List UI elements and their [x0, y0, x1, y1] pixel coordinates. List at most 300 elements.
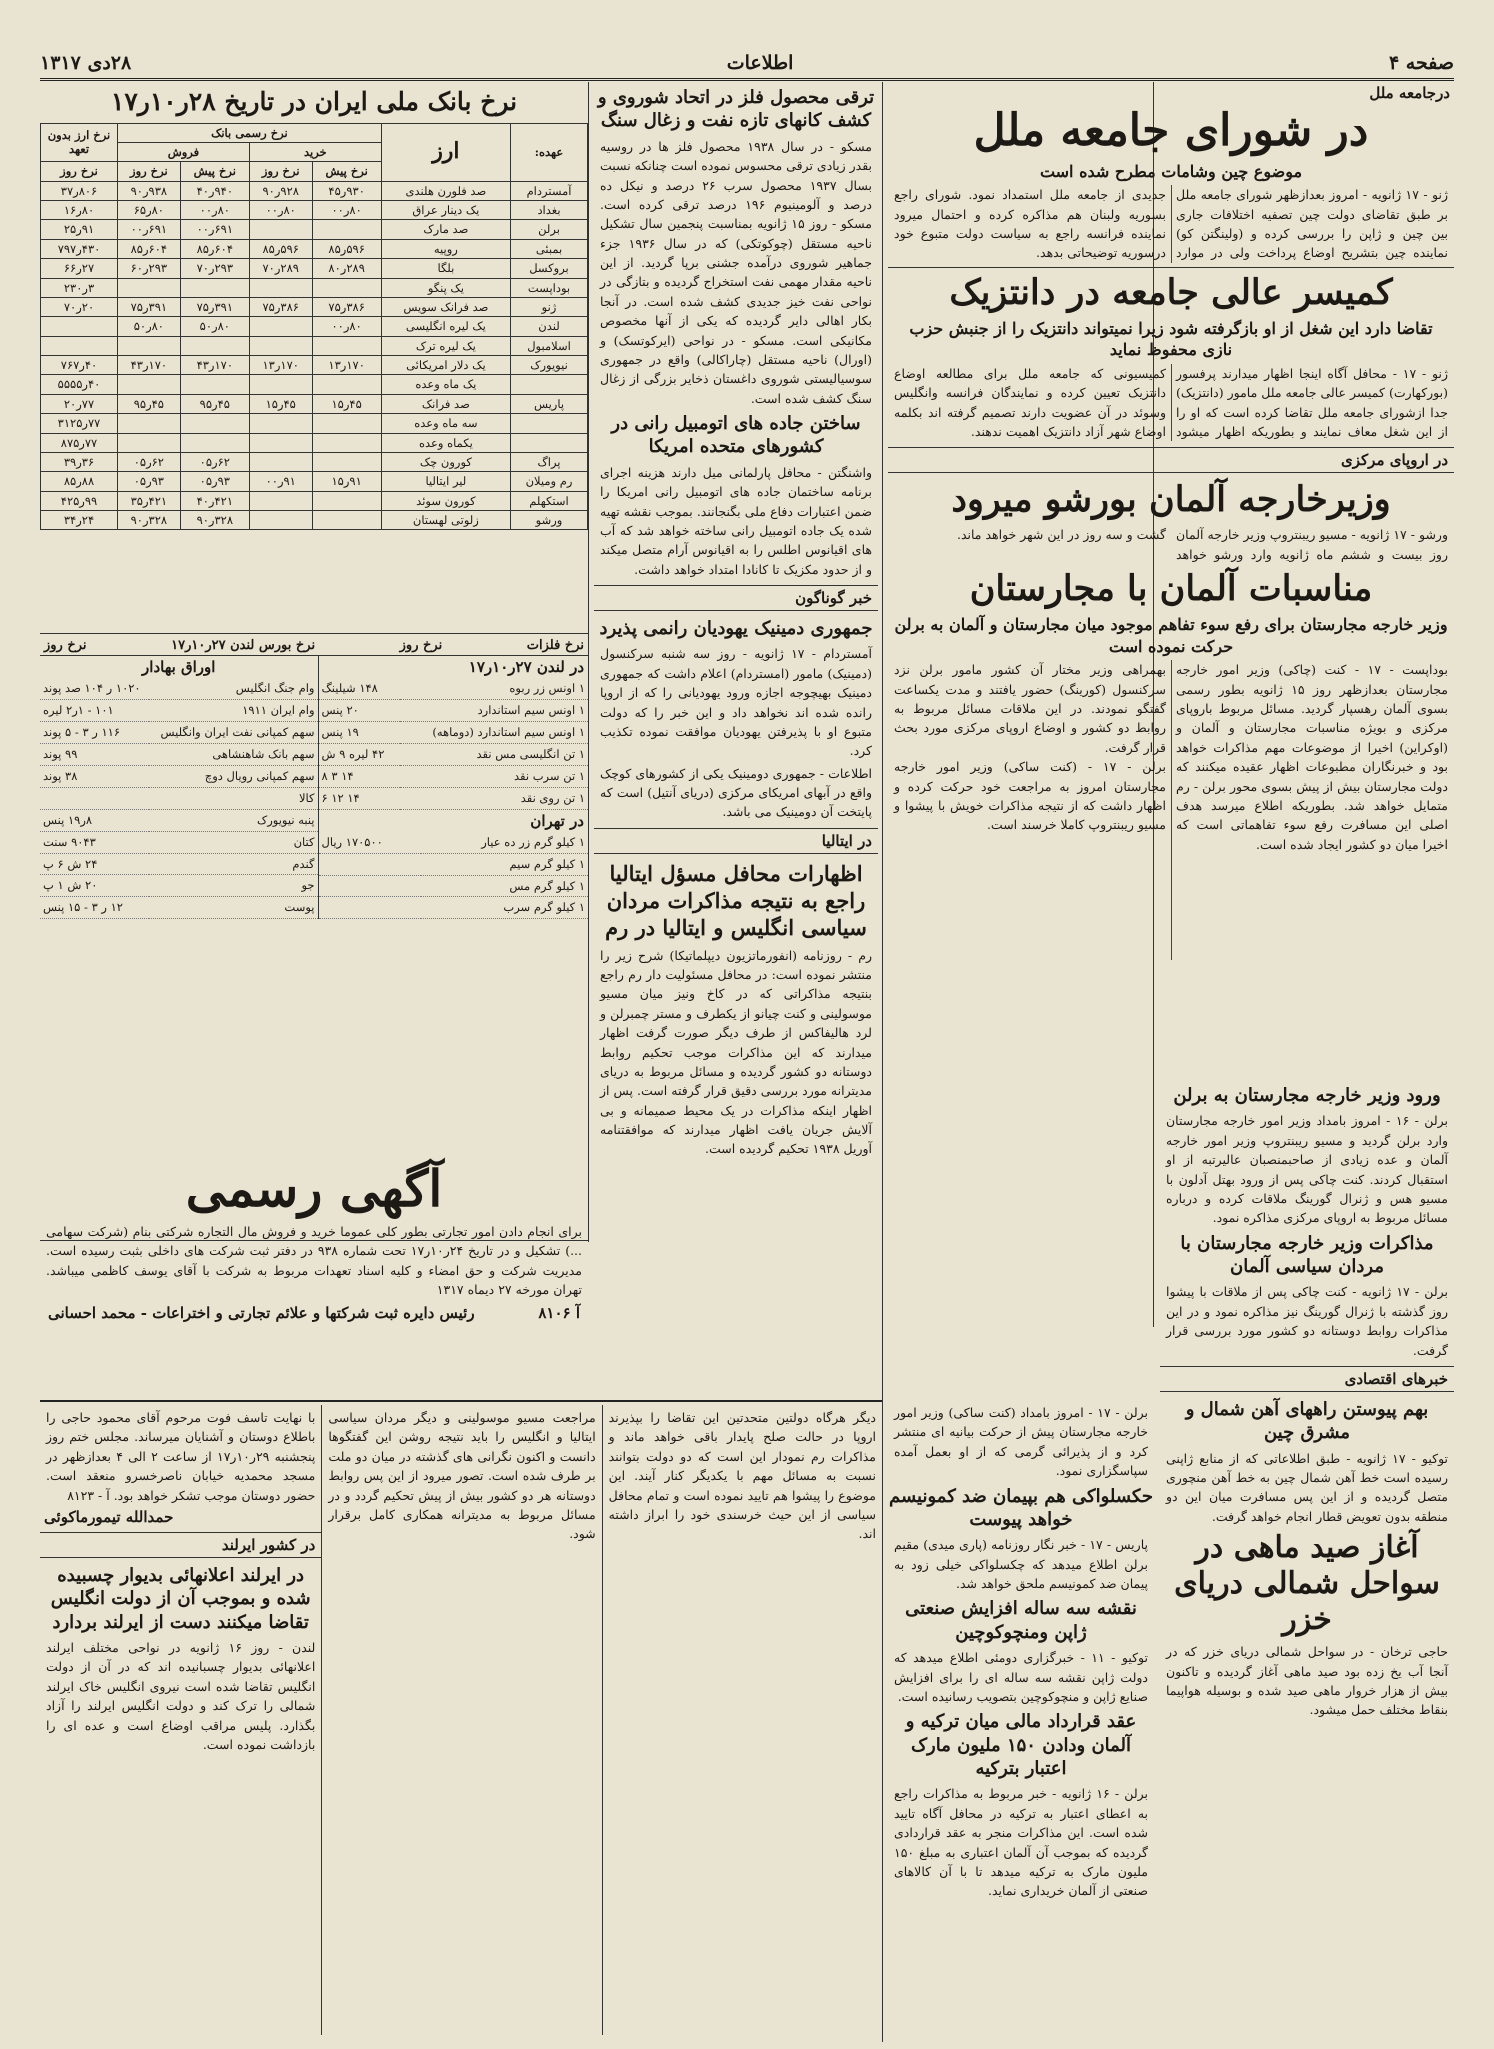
metal-row	[319, 787, 589, 809]
rate-cell-free: ۷۷ر۲۰	[41, 394, 118, 413]
page-label: صفحه ۴	[1388, 52, 1454, 74]
rate-cell-city: بغداد	[511, 201, 588, 220]
sell-term-header: نرخ روز	[118, 162, 181, 181]
column-rule	[588, 82, 589, 1242]
rate-cell-currency: یک لیره ترک	[381, 336, 510, 355]
league-kicker: درجامعه ملل	[1369, 84, 1450, 102]
rate-cell-currency: روپیه	[381, 239, 510, 258]
rate-cell-sell-cash: ۶۲ر۰۵	[180, 452, 249, 471]
obituary-body: با نهایت تاسف فوت مرحوم آقای محمود حاجی را باطلاع دوستان و آشنایان میرساند. مجلس ختم روز پنجشنبه ۲۹ر۱۰ر۱۷ از ساعت ۲ الی ۴ بعدازظهر در مسجد محمدیه خیابان ناصرخسرو منعقد است. حضور دوستان موجب تشکر خواهد بود. آ - ۸۱۲۳	[46, 1410, 316, 1503]
rate-cell-sell-term: ۶۰۴ر۸۵	[118, 239, 181, 258]
rate-cell-city	[511, 433, 588, 452]
fishing-headline: آغاز صید ماهی در سواحل شمالی دریای خزر	[1174, 1530, 1440, 1638]
security-row	[40, 699, 318, 721]
rate-row	[41, 259, 588, 278]
tehran-metal-rate	[319, 875, 421, 897]
rate-cell-city: لندن	[511, 317, 588, 336]
rate-row	[41, 511, 588, 530]
talks-body: برلن - ۱۷ ژانویه - کنت چاکی پس از ملاقات با پیشوا روز گذشته با ژنرال گورینگ نیز مذاکره نمود و در این مذاکرات روابط دوستانه دو کشور مورد بررسی قرار گرفت.	[1166, 1284, 1449, 1358]
bottom-left-block	[40, 1405, 882, 2035]
visit-body: برلن - ۱۶ - امروز بامداد وزیر امور خارجه مجارستان وارد برلن گردید و مسیو ریبنتروپ وزیر امور خارجه آلمان و عده زیادی از صاحبمنصبان عالیرتبه از او استقبال کردند. کنت چاکی پس از ورود بهتل آدلون با مسیو هس و ژنرال گورینگ ملاقات کرده و درباره مسائل مربوط به اروپای مرکزی مذاکره نمود.	[1166, 1113, 1449, 1226]
rate-row	[41, 181, 588, 200]
rate-cell-currency: یک دینار عراق	[381, 201, 510, 220]
rate-cell-buy-term	[249, 317, 312, 336]
security-rate: ۳۸ پوند	[40, 765, 149, 787]
rate-cell-city: پراگ	[511, 452, 588, 471]
rate-cell-city: استکهلم	[511, 491, 588, 510]
rate-cell-sell-term	[118, 336, 181, 355]
metal-item: ۱ تن انگلیسی مس نقد	[400, 743, 588, 765]
security-rate: ۲۴ ش ۶ پ	[40, 853, 149, 875]
security-rate: ۲۰ ش ۱ پ	[40, 875, 149, 897]
rate-cell-buy-cash	[312, 491, 381, 510]
tehran-table	[319, 832, 589, 920]
turkey-headline: عقد قرارداد مالی میان ترکیه و آلمان ودادن ۱۵۰ ملیون مارک اعتبار بترکیه	[905, 1711, 1137, 1780]
rate-cell-free: ۸۸ر۸۵	[41, 472, 118, 491]
turkey-body: برلن - ۱۶ ژانویه - خبر مربوط به مذاکرات راجع به اعطای اعتبار به ترکیه در محافل آگاه تایید شده است. این مذاکرات منجر به عقد قراردادی گردیده که بموجب آن آلمان اعتباری به مبلغ ۱۵۰ ملیون مارک به ترکیه میدهد تا با آن کالاهای صنعتی از آلمان خریداری نماید.	[894, 1786, 1149, 1899]
rate-cell-buy-term: ۴۵ر۱۵	[249, 394, 312, 413]
rate-cell-sell-term: ۴۵ر۹۵	[118, 394, 181, 413]
rate-cell-buy-cash	[312, 414, 381, 433]
rate-cell-sell-cash	[180, 414, 249, 433]
middle-column	[594, 82, 878, 1402]
free-term-header: نرخ روز	[41, 162, 118, 181]
rate-cell-sell-term: ۴۲۱ر۳۵	[118, 491, 181, 510]
rate-cell-sell-term: ۸۰ر۵۰	[118, 317, 181, 336]
metal-rate: ۱۴ ۱۲ ۶	[319, 787, 401, 809]
rate-cell-city: ژنو	[511, 297, 588, 316]
metal-row	[319, 765, 589, 787]
rate-cell-sell-cash: ۴۲۱ر۴۰	[180, 491, 249, 510]
economic-section-label: خبرهای اقتصادی	[1160, 1366, 1454, 1392]
metal-item: ۱ اونس زر ربوه	[400, 678, 588, 699]
italy-cont-a: دیگر هرگاه دولتین متحدتین این تقاضا را بپذیرند اروپا در حالت صلح پایدار باقی خواهد ماند و مذاکرات رم نمودار این است که دو دولت بتوانند نسبت به مسائل مهم با یکدیگر کنار آیند. این موضوع را پیشوا هم تایید نموده است و تمام محافل سیاسی از این حیث خرسندی خود را ابراز داشته اند.	[608, 1410, 876, 1542]
metal-row	[319, 678, 589, 699]
rate-cell-sell-term: ۹۳ر۰۵	[118, 472, 181, 491]
rate-cell-sell-cash: ۶۰۴ر۸۵	[180, 239, 249, 258]
rates-table	[40, 123, 588, 531]
security-rate	[40, 787, 149, 809]
rate-cell-city: برلن	[511, 220, 588, 239]
security-item: وام جنگ انگلیس	[149, 678, 317, 699]
metal-rate: ۱۴۸ شیلینگ	[319, 678, 401, 699]
rates-headline: نرخ بانک ملی ایران در تاریخ ۲۸ر۱۰ر۱۷	[110, 87, 518, 116]
security-row	[40, 897, 318, 919]
rate-cell-sell-cash: ۸۰ر۵۰	[180, 317, 249, 336]
column-rule	[882, 82, 883, 2042]
sell-cash-header: نرخ پیش	[180, 162, 249, 181]
security-row	[40, 809, 318, 831]
rate-cell-city: رم ومیلان	[511, 472, 588, 491]
ad-footer	[48, 1304, 580, 1322]
security-item: پنبه نیویورک	[149, 809, 317, 831]
tehran-metal-item: ۱ کیلو گرم مس	[421, 875, 588, 897]
europe-section-label: در اروپای مرکزی	[888, 447, 1454, 473]
rate-cell-currency: یک دلار امریکائی	[381, 356, 510, 375]
free-rate-header: نرخ ارز بدون تعهد	[41, 123, 118, 162]
rate-cell-buy-cash	[312, 452, 381, 471]
metal-row	[319, 721, 589, 743]
security-rate: ۹۹ پوند	[40, 743, 149, 765]
rate-cell-free: ۲۰ر۷۰	[41, 297, 118, 316]
dominican-body: آمستردام - ۱۷ ژانویه - روز سه شنبه سرکنسول (دمینیک) مامور (امستردام) اعلام داشت که جمهوری دمینیک بهیچوجه اجازه ورود یهودیانی را که از اروپا رانده شده اند نخواهد داد و این خبر را که دولت متبوع او با پذیرفتن یهودیان موافقت نموده تکذیب کرد.	[600, 646, 873, 759]
rate-cell-buy-cash: ۵۹۶ر۸۵	[312, 239, 381, 258]
ireland-section-label: در کشور ایرلند	[40, 1532, 321, 1558]
metal-item: ۱ تن سرب نقد	[400, 765, 588, 787]
league-headline: در شورای جامعه ملل	[973, 105, 1369, 156]
rate-cell-buy-cash	[312, 375, 381, 394]
rate-cell-currency: صد فرانک	[381, 394, 510, 413]
dominican-headline: جمهوری دمینیک یهودیان رانمی پذیرد	[599, 618, 873, 640]
rate-cell-sell-term	[118, 414, 181, 433]
ad-signature: رئیس دایره ثبت شرکتها و علائم تجارتی و اختراعات - محمد احسانی	[48, 1303, 475, 1322]
rate-cell-free: ۲۴ر۳۴	[41, 511, 118, 530]
rate-cell-buy-cash: ۸۰ر۰۰	[312, 317, 381, 336]
railway-body: توکیو - ۱۷ ژانویه - طبق اطلاعاتی که از منابع ژاپنی رسیده است خط آهن شمال چین به خط آهن منچوری متصل گردیده و از این پس مسافرت میان این دو منطقه بدون تعویض قطار انجام خواهد گرفت.	[1166, 1450, 1449, 1524]
rate-cell-buy-term	[249, 511, 312, 530]
section-rule	[40, 633, 588, 634]
securities-headline: اوراق بهادار	[142, 658, 216, 676]
metal-row	[319, 699, 589, 721]
metal-headline: ترقی محصول فلز در اتحاد شوروی و کشف کانهای تازه نفت و زغال سنگ	[597, 87, 875, 132]
rate-cell-currency: یک لیره انگلیسی	[381, 317, 510, 336]
rate-cell-sell-term: ۸۰ر۶۵	[118, 201, 181, 220]
rate-cell-buy-term	[249, 414, 312, 433]
buy-term-header: نرخ روز	[249, 162, 312, 181]
tehran-metal-item: ۱ کیلو گرم سیم	[421, 853, 588, 875]
hungary4-body: برلن - ۱۷ - امروز بامداد (کنت ساکی) وزیر امور خارجه مجارستان پیش از حرکت بیانیه ای منتشر کرد و از پذیرائی گرمی که از او بعمل آمده سپاسگزاری نمود.	[894, 1405, 1148, 1479]
rate-cell-city: بوداپست	[511, 278, 588, 297]
security-item: گندم	[149, 853, 317, 875]
rate-cell-buy-cash	[312, 433, 381, 452]
rate-cell-free: ۷۷ر۳۱۲۵	[41, 414, 118, 433]
rate-row	[41, 278, 588, 297]
ettelaat-note: اطلاعات - جمهوری دومینیک یکی از کشورهای کوچک واقع در آبهای امریکای مرکزی (دریای آنتیل) است که پایتخت آن دومینیک می باشد.	[600, 765, 872, 820]
security-item: پوست	[149, 897, 317, 919]
metals-header-row	[40, 636, 588, 656]
rate-cell-sell-cash: ۳۲۸ر۹۰	[180, 511, 249, 530]
rate-cell-currency: یکماه وعده	[381, 433, 510, 452]
ribbentrop-body: ورشو - ۱۷ ژانویه - مسیو ریبنتروپ وزیر خارجه آلمان روز بیست و ششم ماه ژانویه وارد ورشو خواهد گشت و سه روز در این شهر خواهد ماند.	[956, 527, 1448, 562]
rate-cell-sell-term: ۹۳۸ر۹۰	[118, 181, 181, 200]
rate-cell-buy-term: ۱۷۰ر۱۳	[249, 356, 312, 375]
rate-cell-currency: کورون چک	[381, 452, 510, 471]
security-item: کالا	[149, 787, 317, 809]
rate-cell-free: ۳ر۲۳۰	[41, 278, 118, 297]
metal-rate: ۱۴ ۳ ۸	[319, 765, 401, 787]
japan-headline: نقشه سه ساله افزایش صنعتی ژاپن ومنچوکوچین	[905, 1598, 1137, 1643]
rate-cell-buy-cash	[312, 220, 381, 239]
rate-cell-city: نیویورک	[511, 356, 588, 375]
rate-cell-buy-term	[249, 278, 312, 297]
tehran-metal-row	[319, 853, 589, 875]
rate-cell-free: ۹۹ر۴۲۵	[41, 491, 118, 510]
ribbentrop-headline: وزیرخارجه آلمان بورشو میرود	[951, 479, 1391, 521]
rate-cell-sell-term: ۶۲ر۰۵	[118, 452, 181, 471]
security-rate: ۱۱۶ ر ۳ - ۵ پوند	[40, 721, 149, 743]
security-row	[40, 721, 318, 743]
rate-cell-sell-term: ۲۹۳ر۶۰	[118, 259, 181, 278]
rate-cell-sell-term: ۱۷۰ر۴۳	[118, 356, 181, 375]
security-rate: ۸ر۱۹ پنس	[40, 809, 149, 831]
danzig-body: ژنو - ۱۷ - محافل آگاه اینجا اظهار میدارند پرفسور (بورکهارت) کمیسر عالی جامعه ملل مامور (دانتزیک) جدا ازشورای جامعه ملل تقاضا کرده است که او را از این شغل معاف نمایند و بطوریکه اظهار میشود کمیسیونی که جامعه ملل برای مطالعه اوضاع دانتزیک تعیین کرده و نمایندگان فرانسه وانگلیس وسوئد در آن عضویت دارند تصمیم گرفته اند بکلمه اوضاع شهر آزاد دانتزیک اهمیت ندهند.	[894, 365, 1448, 439]
fishing-body: حاجی ترخان - در سواحل شمالی دریای خزر که در آنجا آب یخ زده بود صید ماهی آغاز گردیده و تاکنون بیش از هزار خروار ماهی صید شده و بوسیله هواپیما بنقاط مختلف حمل میشود.	[1166, 1644, 1448, 1718]
rate-cell-buy-term: ۲۸۹ر۷۰	[249, 259, 312, 278]
official-rate-header: نرخ رسمی بانک	[118, 123, 382, 142]
rate-cell-currency: سه ماه وعده	[381, 414, 510, 433]
security-row	[40, 678, 318, 699]
rate-cell-sell-term: ۶۹۱ر۰۰	[118, 220, 181, 239]
rate-cell-sell-term	[118, 278, 181, 297]
league-body: ژنو - ۱۷ ژانویه - امروز بعدازظهر شورای جامعه ملل بر طبق تقاضای دولت چین تصفیه اختلافات جاری بین چین و ژاپن را بررسی کرده و (ولینگتن کو) نماینده چین بتشریح اوضاع پرداخت ولی در موارد جدیدی از جامعه ملل استمداد نمود. شورای راجع بسوریه ولبنان هم مذاکره کرده و احتمال میرود نماینده فرانسه راجع به سیاست دولت متبوع خود درسوریه توضیحاتی بدهد.	[894, 187, 1448, 261]
rate-cell-sell-term	[118, 375, 181, 394]
rate-row	[41, 239, 588, 258]
rate-row	[41, 297, 588, 316]
rate-row	[41, 433, 588, 452]
metal-rate: ۲۰ پنس	[319, 699, 401, 721]
danzig-headline: کمیسر عالی جامعه در دانتزیک	[949, 271, 1393, 313]
misc-section-label: خبر گوناگون	[594, 585, 878, 611]
ad-number: آ ۸۱۰۶	[538, 1303, 580, 1322]
rate-cell-currency: صد فلورن هلندی	[381, 181, 510, 200]
metal-item: ۱ تن روی نقد	[400, 787, 588, 809]
rate-row	[41, 356, 588, 375]
rate-cell-sell-cash: ۲۹۳ر۷۰	[180, 259, 249, 278]
ahd-header: عهده:	[511, 123, 588, 181]
tehran-label: در تهران	[530, 811, 584, 830]
rate-cell-buy-cash: ۱۷۰ر۱۳	[312, 356, 381, 375]
metals-column	[40, 636, 588, 1236]
metal-row	[319, 743, 589, 765]
rate-cell-buy-term: ۹۱ر۰۰	[249, 472, 312, 491]
rate-row	[41, 452, 588, 471]
hungary-body	[894, 660, 1448, 960]
rate-row	[41, 394, 588, 413]
rate-cell-free	[41, 317, 118, 336]
security-row	[40, 765, 318, 787]
rate-cell-currency: کورون سوئد	[381, 491, 510, 510]
visit-headline: ورود وزیر خارجه مجارستان به برلن	[1173, 1085, 1441, 1106]
rates-column	[40, 82, 588, 632]
hungary-body-a: بوداپست - ۱۷ - کنت (چاکی) وزیر امور خارجه مجارستان بعدازظهر روز ۱۵ ژانویه بطور رسمی بسوی آلمان رهسپار گردید. مسائل مربوط باروپای مرکزی و بویژه مناسبات مجارستان و آلمان و (اوکراین) اخیرا از موضوعات مهم مذاکرات خواهد بود و خبرنگاران مطبوعات اظهار عقیده میکنند که دولت مجارستان بیش از پیش بسوی محور برلن - رم متمایل خواهد شد. بطوریکه اطلاع میرسد هدف اصلی این مسافرت رفع سوء تفاهماتی است که اخیرا میان دو کشور ایجاد شده است.	[1176, 662, 1448, 852]
rate-cell-buy-cash	[312, 336, 381, 355]
danzig-subhead: تقاضا دارد این شغل از او بازگرفته شود زیرا نمیتواند دانتزیک را از جنبش حزب نازی محفوظ نماید	[909, 318, 1433, 360]
rate-cell-buy-cash: ۹۳۰ر۴۵	[312, 181, 381, 200]
rate-cell-sell-cash: ۸۰ر۰۰	[180, 201, 249, 220]
rate-cell-buy-term	[249, 433, 312, 452]
security-row	[40, 743, 318, 765]
italy-headline: اظهارات محافل مسؤل ایتالیا راجع به نتیجه مذاکرات مردان سیاسی انگلیس و ایتالیا در رم	[605, 860, 867, 941]
rate-cell-free: ۴۰ر۷۶۷	[41, 356, 118, 375]
rate-cell-sell-cash: ۱۷۰ر۴۳	[180, 356, 249, 375]
rate-cell-free: ۳۶ر۳۹	[41, 452, 118, 471]
rate-cell-buy-cash: ۹۱ر۱۵	[312, 472, 381, 491]
security-row	[40, 875, 318, 897]
rate-cell-sell-cash	[180, 336, 249, 355]
italy-section-label: در ایتالیا	[594, 828, 878, 854]
hungary-body-b: بهمراهی وزیر مختار آن کشور مامور برلن نزد سرکنسول (کورینگ) حضور یافتند و مدت یکساعت گفتگو نمودند. در این ملاقات مسائل مربوط به روابط دو کشور و اوضاع اروپای مرکزی مورد بحث قرار گرفت.	[894, 662, 1166, 755]
ad-headline: آگهی رسمی	[185, 1159, 443, 1218]
rate-row	[41, 317, 588, 336]
rate-cell-city: پاریس	[511, 394, 588, 413]
rate-cell-buy-cash: ۸۰ر۰۰	[312, 201, 381, 220]
rate-cell-buy-term	[249, 336, 312, 355]
rate-row	[41, 375, 588, 394]
metal-item: ۱ اونس سیم استاندارد	[400, 699, 588, 721]
tehran-metal-rate	[319, 897, 421, 919]
security-item: سهم کمپانی رویال دوچ	[149, 765, 317, 787]
metals-header: نرخ فلزات	[526, 638, 584, 653]
czech-body: پاریس - ۱۷ - خبر نگار روزنامه (پاری میدی) مقیم برلن اطلاع میدهد که چکسلواکی خیلی زود به پیمان ضد کمونیسم ملحق خواهد شد.	[894, 1537, 1148, 1592]
rate-cell-city: بمبئی	[511, 239, 588, 258]
rate-row	[41, 201, 588, 220]
hungary-headline: مناسبات آلمان با مجارستان	[969, 568, 1373, 610]
buy-header: خرید	[249, 142, 381, 161]
tehran-metal-item: ۱ کیلو گرم زر ده عیار	[421, 832, 588, 853]
security-rate: ۱۰۲۰ ر ۱۰۴ صد پوند	[40, 678, 149, 699]
right-lower-column	[1160, 1080, 1454, 2040]
metals-table	[319, 678, 589, 810]
tehran-metal-row	[319, 897, 589, 919]
rate-cell-free	[41, 336, 118, 355]
japan-body: توکیو - ۱۱ - خبرگزاری دومئی اطلاع میدهد که دولت ژاپن نقشه سه ساله ای را برای افزایش صنایع ژاپن و منچوکوچین بتصویب رسانیده است.	[894, 1650, 1148, 1704]
tehran-metal-row	[319, 832, 589, 853]
rate-cell-buy-cash: ۴۵ر۱۵	[312, 394, 381, 413]
rate-cell-sell-cash: ۹۳ر۰۵	[180, 472, 249, 491]
security-item: وام ایران ۱۹۱۱	[149, 699, 317, 721]
rate-cell-buy-cash	[312, 511, 381, 530]
rate-cell-city: اسلامبول	[511, 336, 588, 355]
italy-cont-b: مراجعت مسیو موسولینی و دیگر مردان سیاسی ایتالیا و انگلیس را باید نتیجه روشن این گفتگوها دانست و اکنون نگرانی های گذشته در میان دو ملت بر طرف شده است. تصور میرود از این پس روابط دوستانه هر دو کشور بیش از پیش تحکیم گردد و در مسائل مربوط به مدیترانه همکاری کامل برقرار شود.	[328, 1410, 596, 1542]
rate-cell-currency: یک ماه وعده	[381, 375, 510, 394]
bottom-col-italy-b	[321, 1405, 601, 2035]
official-ad	[40, 1155, 588, 1395]
metals-london-label: در لندن ۲۷ر۱۰ر۱۷	[468, 658, 584, 676]
rate-cell-sell-term: ۳۲۸ر۹۰	[118, 511, 181, 530]
rate-cell-currency: زلوتی لهستان	[381, 511, 510, 530]
obituary-sign: حمدالله تیمورماکوئی	[44, 1507, 174, 1526]
rate-cell-sell-term: ۳۹۱ر۷۵	[118, 297, 181, 316]
rate-cell-buy-term: ۳۸۶ر۷۵	[249, 297, 312, 316]
rate-cell-city	[511, 375, 588, 394]
metal-rate: ۴۲ لیره ۹ ش	[319, 743, 401, 765]
rate-cell-buy-cash: ۳۸۶ر۷۵	[312, 297, 381, 316]
rate-cell-currency: بلگا	[381, 259, 510, 278]
rate-cell-sell-cash: ۳۹۱ر۷۵	[180, 297, 249, 316]
rate-cell-sell-cash: ۴۵ر۹۵	[180, 394, 249, 413]
rate-cell-sell-cash: ۹۴۰ر۴۰	[180, 181, 249, 200]
metal-rate: ۱۹ پنس	[319, 721, 401, 743]
rate-cell-buy-cash: ۲۸۹ر۸۰	[312, 259, 381, 278]
rate-cell-city: آمستردام	[511, 181, 588, 200]
hungary-subhead: وزیر خارجه مجارستان برای رفع سوء تفاهم موجود میان مجارستان و آلمان به برلن حرکت نموده است	[894, 615, 1448, 656]
rate-cell-free: ۹۱ر۲۵	[41, 220, 118, 239]
security-item: سهم کمپانی نفت ایران وانگلیس	[149, 721, 317, 743]
tehran-metal-item: ۱ کیلو گرم سرب	[421, 897, 588, 919]
rate-cell-buy-term: ۸۰ر۰۰	[249, 201, 312, 220]
rate-cell-currency: یک پنگو	[381, 278, 510, 297]
czech-headline: حکسلواکی هم بپیمان ضد کمونیسم خواهد پیوست	[889, 1485, 1153, 1530]
railway-headline: بهم پیوستن راههای آهن شمال و مشرق چین	[1185, 1398, 1429, 1444]
security-rate: ۱۰۱ - ۱ر۲ لیره	[40, 699, 149, 721]
rate-cell-buy-term	[249, 375, 312, 394]
rate-cell-sell-cash	[180, 278, 249, 297]
rate-cell-currency: صد فرانک سویس	[381, 297, 510, 316]
roads-body: واشنگتن - محافل پارلمانی میل دارند هزینه اجرای برنامه ساختمان جاده های اتومبیل رانی امریکا را ضمن اعتبارات دفاع ملی بگنجانند. بموجب نقشه تهیه شده یک جاده اتومبیل رانی ساخته خواهد شد که آب های اقیانوس اطلس را به اقیانوس آرام متصل میکند و از حدود مکزیک تا کانادا امتداد خواهد داشت.	[600, 464, 872, 577]
rate-cell-free: ۴۳۰ر۷۹۷	[41, 239, 118, 258]
rate-cell-buy-cash	[312, 278, 381, 297]
rate-cell-currency: صد مارک	[381, 220, 510, 239]
rate-cell-buy-term	[249, 491, 312, 510]
rate-cell-free: ۲۷ر۶۶	[41, 259, 118, 278]
tehran-metal-rate: ۱۷۰۵۰۰ ریال	[319, 832, 421, 853]
italy-body: رم - روزنامه (انفورماتزیون دیپلماتیکا) شرح زیر را منتشر نموده است: در محافل مسئولیت دار رم راجع بنتیجه مذاکراتی که در کاخ ونیز میان مسیو موسولینی و کنت چیانو از یکطرف و مستر چمبرلن و لرد هالیفاکس از طرف دیگر صورت گرفت اظهار میدارند که این مذاکرات موجب تحکیم روابط دوستانه دو کشور گردیده و مسائل مربوط به دریای مدیترانه مورد بررسی دقیق قرار گرفته است. پس از اظهار اینکه مذاکرات در یک محیط صمیمانه و بی آلایش جریان یافت اظهار میدارند که موافقتنامه آوریل ۱۹۳۸ تحکیم گردیده است.	[600, 947, 872, 1157]
rate-cell-city: بروکسل	[511, 259, 588, 278]
rate-cell-sell-cash	[180, 375, 249, 394]
rate-cell-sell-term	[118, 433, 181, 452]
security-item: سهم بانک شاهنشاهی	[149, 743, 317, 765]
day-rate-label-2: نرخ روز	[44, 638, 87, 653]
rate-row	[41, 472, 588, 491]
rate-row	[41, 491, 588, 510]
metal-body: مسکو - در سال ۱۹۳۸ محصول فلز ها در روسیه بقدر زیادی ترقی محسوس نموده است چنانکه نسبت بسال ۱۹۳۷ محصول سرب ۲۶ درصد و نیکل ده درصد و آلومینیوم ۱۹۶ درصد ترقی کرده است. مسکو - روز ۱۵ ژانویه بمناسبت پنجمین سال تشکیل ناحیه مستقل (چوکوتکی) که در سال ۱۹۳۶ جزء جماهیر شوروی درآمده جشنی برپا گردید. از این ناحیه مقدار مهمی نفت استخراج گردیده و بتازگی در نواحی نفت خیز جدیدی کشف شده است. در آنجا بکار اهالی دایر گردیده که یکی از آنها مخصوص مکانیکی است. مسکو - در نواحی (ایرکوتسک) و (اورال) ناحیه مستقل (چاراکالی) واقع در جمهوری سوسیالیستی شوروی داغستان ذخایر بزرگی از زغال سنگ کشف شده است.	[600, 138, 873, 406]
tehran-metal-row	[319, 875, 589, 897]
security-rate: ۱۲ ر ۳ - ۱۵ پنس	[40, 897, 149, 919]
rate-cell-city: ورشو	[511, 511, 588, 530]
rate-cell-free: ۸۰۶ر۳۷	[41, 181, 118, 200]
rate-cell-free: ۴۰ر۵۵۵۵	[41, 375, 118, 394]
talks-headline: مذاکرات وزیر خارجه مجارستان با مردان سیاسی آلمان	[1180, 1232, 1434, 1278]
rate-cell-buy-term	[249, 452, 312, 471]
rate-cell-currency: لیر ایتالیا	[381, 472, 510, 491]
hungary-body-c: برلن - ۱۷ - (کنت ساکی) وزیر امور خارجه مجارستان امروز به مراجعت خود حرکت کرده و اظهار داشت که از نتیجه مذاکرات خویش با پیشوا و مسیو ریبنتروپ کاملا خرسند است.	[894, 759, 1167, 833]
rate-cell-buy-term	[249, 220, 312, 239]
security-item: جو	[149, 875, 317, 897]
sell-header: فروش	[118, 142, 250, 161]
rate-row	[41, 336, 588, 355]
ireland-body: لندن - روز ۱۶ ژانویه در نواحی مختلف ایرلند اعلانهائی بدیوار چسبانیده اند که در آن از دولت انگلیس تقاضا شده است نیروی انگلیس خاک ایرلند شمالی را ترک کند و دولت انگلیس ایرلند را آزاد بگذارد. پلیس مراقب اوضاع است و عده ای را بازداشت نموده است.	[46, 1640, 316, 1752]
bottom-col-italy-a	[602, 1405, 882, 2035]
security-item: کتان	[149, 831, 317, 853]
roads-headline: ساختن جاده های اتومبیل رانی در کشورهای متحده امریکا	[611, 413, 861, 458]
issue-date: ۲۸دی ۱۳۱۷	[40, 52, 132, 74]
ireland-headline: در ایرلند اعلانهائی بدیوار چسبیده شده و بموجب آن از دولت انگلیس تقاضا میکنند دست از ایرلند بردارد	[50, 1564, 311, 1633]
security-row	[40, 853, 318, 875]
security-row	[40, 831, 318, 853]
league-subhead: موضوع چین وشامات مطرح شده است	[1039, 161, 1303, 181]
tehran-metal-rate	[319, 853, 421, 875]
securities-table	[40, 678, 318, 919]
paper-name: اطلاعات	[726, 52, 794, 74]
rate-cell-buy-term: ۹۲۸ر۹۰	[249, 181, 312, 200]
rate-cell-free: ۷۷ر۸۷۵	[41, 433, 118, 452]
page-header	[40, 48, 1454, 81]
right-mid-lower-column	[888, 1400, 1154, 2040]
buy-cash-header: نرخ پیش	[312, 162, 381, 181]
metals-date: نرخ بورس لندن ۲۷ر۱۰ر۱۷	[171, 638, 316, 653]
rate-cell-free: ۸۰ر۱۶	[41, 201, 118, 220]
rate-cell-sell-cash	[180, 433, 249, 452]
rate-cell-sell-cash: ۶۹۱ر۰۰	[180, 220, 249, 239]
bottom-col-notices	[40, 1405, 321, 2035]
rate-row	[41, 414, 588, 433]
metal-item: ۱ اونس سیم استاندارد (دوماهه)	[400, 721, 588, 743]
ad-body: برای انجام دادن امور تجارتی بطور کلی عموما خرید و فروش مال التجاره شرکتی بنام (شرکت سهامی ...) تشکیل و در تاریخ ۲۴ر۱۰ر۱۷ تحت شماره ۹۳۸ در دفتر ثبت شرکت های داخلی بثبت رسیده است. مدیریت شرکت و حق امضاء و کلیه اسناد تعهدات مربوط به شرکت با آقای یوسف کاظمی میباشد. تهران مورخه ۲۷ دیماه ۱۳۱۷	[46, 1224, 583, 1298]
rate-cell-city	[511, 414, 588, 433]
currency-header: ارز	[381, 123, 510, 181]
security-rate: ۹۰۴۳ سنت	[40, 831, 149, 853]
security-row	[40, 787, 318, 809]
